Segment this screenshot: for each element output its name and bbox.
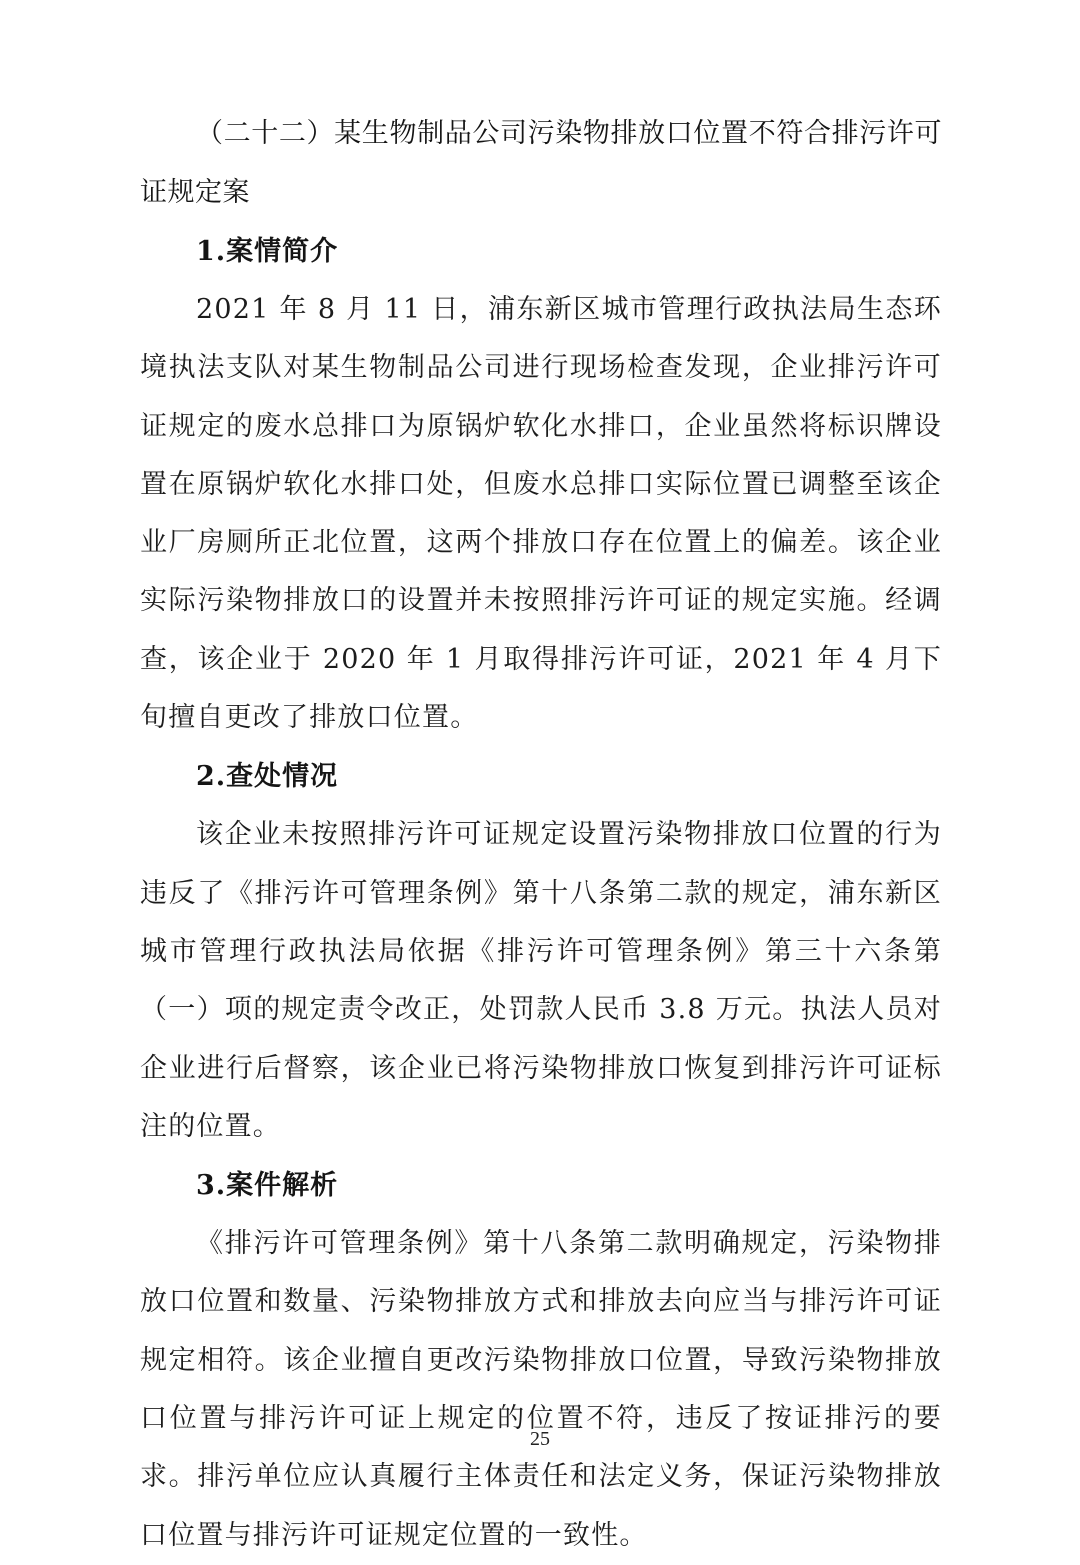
section-heading-investigation: 2.查处情况 xyxy=(196,761,339,793)
document-body xyxy=(140,104,942,1565)
paragraph-case-summary: 2021 年 8 月 11 日，浦东新区城市管理行政执法局生态环境执法支队对某生物制品公司进行现场检查发现，企业排污许可证规定的废水总排口为原锅炉软化水排口，企业虽然将标识牌设置在原锅炉软化水排口处，但废水总排口实际位置已调整至该企业厂房厕所正北位置，这两个排放口存在位置上的偏差。该企业实际污染物排放口的设置并未按照排污许可证的规定实施。经调查，该企业于 2020 年 1 月取得排污许可证，2021 年 4 月下旬擅自更改了排放口位置。 xyxy=(140,294,942,734)
case-title: （二十二）某生物制品公司污染物排放口位置不符合排污许可证规定案 xyxy=(140,118,942,208)
section-heading-case-summary: 1.案情简介 xyxy=(196,236,339,267)
section-heading-case-analysis: 3.案件解析 xyxy=(196,1170,339,1202)
paragraph-investigation: 该企业未按照排污许可证规定设置污染物排放口位置的行为违反了《排污许可管理条例》第十八条第二款的规定，浦东新区城市管理行政执法局依据《排污许可管理条例》第三十六条第（一）项的规定责令改正，处罚款人民币 3.8 万元。执法人员对企业进行后督察，该企业已将污染物排放口恢复到排污许可证标注的位置。 xyxy=(140,819,942,1142)
page-number: 25 xyxy=(530,1428,550,1450)
paragraph-case-analysis: 《排污许可管理条例》第十八条第二款明确规定，污染物排放口位置和数量、污染物排放方式和排放去向应当与排污许可证规定相符。该企业擅自更改污染物排放口位置，导致污染物排放口位置与排污许可证上规定的位置不符，违反了按证排污的要求。排污单位应认真履行主体责任和法定义务，保证污染物排放口位置与排污许可证规定位置的一致性。 xyxy=(140,1228,942,1551)
